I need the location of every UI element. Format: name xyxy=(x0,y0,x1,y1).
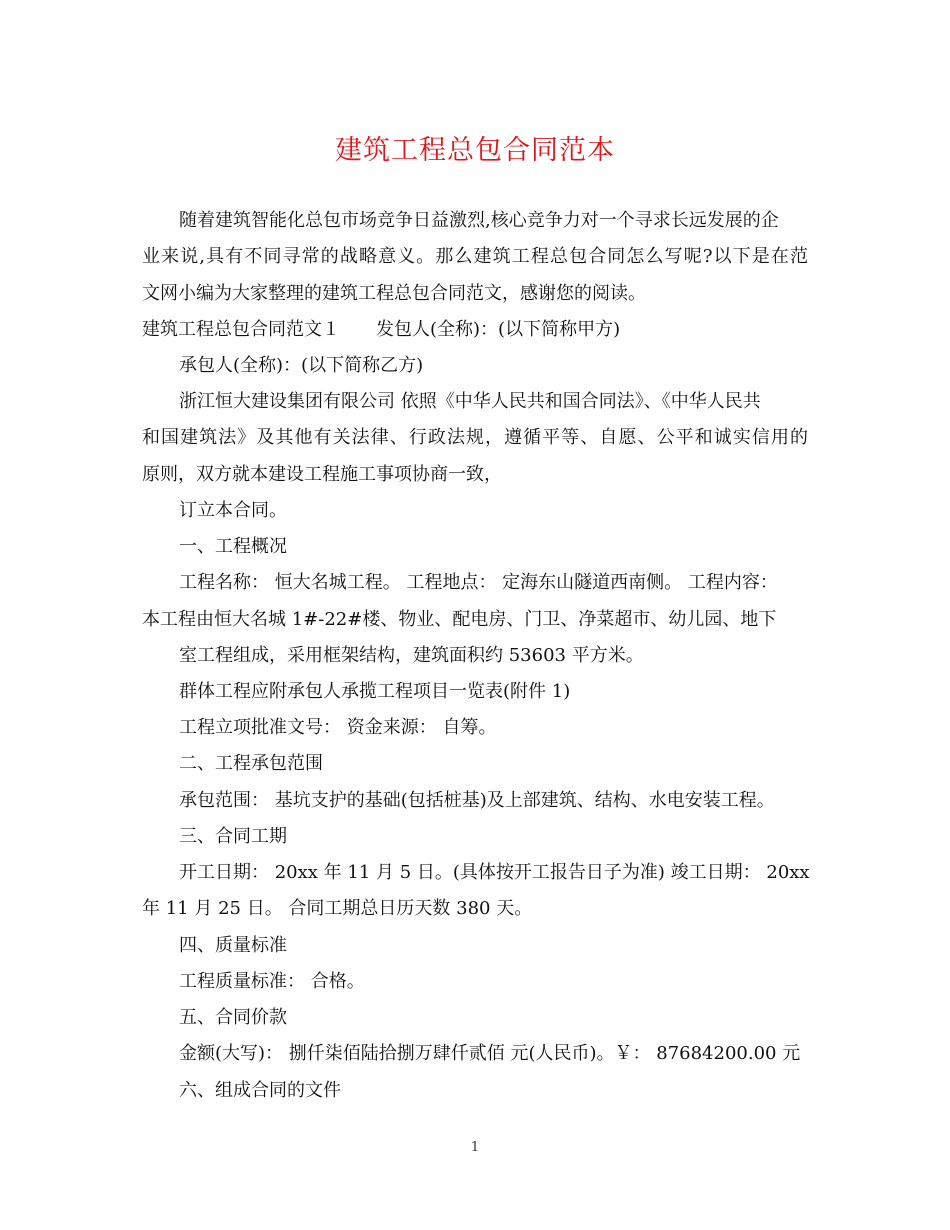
paragraph-line: 群体工程应附承包人承揽工程项目一览表(附件 1) xyxy=(179,681,571,702)
paragraph-line: 订立本合同。 xyxy=(179,500,287,521)
section-heading: 三、合同工期 xyxy=(179,826,287,847)
paragraph-line: 和国建筑法》及其他有关法律、行政法规，遵循平等、自愿、公平和诚实信用的 xyxy=(142,427,808,448)
section-heading: 二、工程承包范围 xyxy=(179,753,323,774)
paragraph-line: 年 11 月 25 日。 合同工期总日历天数 380 天。 xyxy=(142,898,533,919)
paragraph-line: 建筑工程总包合同范文１ 发包人(全称)：(以下简称甲方) xyxy=(142,319,621,340)
paragraph-line: 浙江恒大建设集团有限公司 依照《中华人民共和国合同法》、《中华人民共 xyxy=(179,391,761,412)
paragraph-line: 金额(大写)： 捌仟柒佰陆拾捌万肆仟贰佰 元(人民币)。￥： 87684200.00 元 xyxy=(179,1043,801,1064)
paragraph-line: 室工程组成，采用框架结构，建筑面积约 53603 平方米。 xyxy=(179,645,644,666)
paragraph-line: 本工程由恒大名城 1#-22#楼、物业、配电房、门卫、净菜超市、幼儿园、地下 xyxy=(142,609,777,630)
paragraph-line: 承包范围： 基坑支护的基础(包括桩基)及上部建筑、结构、水电安装工程。 xyxy=(179,790,775,811)
paragraph-line: 原则，双方就本建设工程施工事项协商一致， xyxy=(142,464,502,485)
section-heading: 四、质量标准 xyxy=(179,935,287,956)
paragraph-line: 开工日期： 20xx 年 11 月 5 日。(具体按开工报告日子为准) 竣工日期： 20xx xyxy=(179,862,810,883)
section-heading: 一、工程概况 xyxy=(179,536,287,557)
section-heading: 六、组成合同的文件 xyxy=(179,1080,341,1101)
paragraph-line: 业来说,具有不同寻常的战略意义。那么建筑工程总包合同怎么写呢?以下是在范 xyxy=(142,246,808,267)
document-title: 建筑工程总包合同范本 xyxy=(335,135,615,166)
paragraph-line: 承包人(全称)：(以下简称乙方) xyxy=(179,355,424,376)
paragraph-line: 随着建筑智能化总包市场竞争日益激烈,核心竞争力对一个寻求长远发展的企 xyxy=(179,210,779,231)
paragraph-line: 文网小编为大家整理的建筑工程总包合同范文，感谢您的阅读。 xyxy=(142,283,646,304)
paragraph-line: 工程质量标准： 合格。 xyxy=(179,971,365,992)
page-number: 1 xyxy=(470,1140,480,1155)
paragraph-line: 工程名称： 恒大名城工程。 工程地点： 定海东山隧道西南侧。 工程内容： xyxy=(179,572,778,593)
section-heading: 五、合同价款 xyxy=(179,1007,287,1028)
paragraph-line: 工程立项批准文号： 资金来源： 自筹。 xyxy=(179,717,497,738)
